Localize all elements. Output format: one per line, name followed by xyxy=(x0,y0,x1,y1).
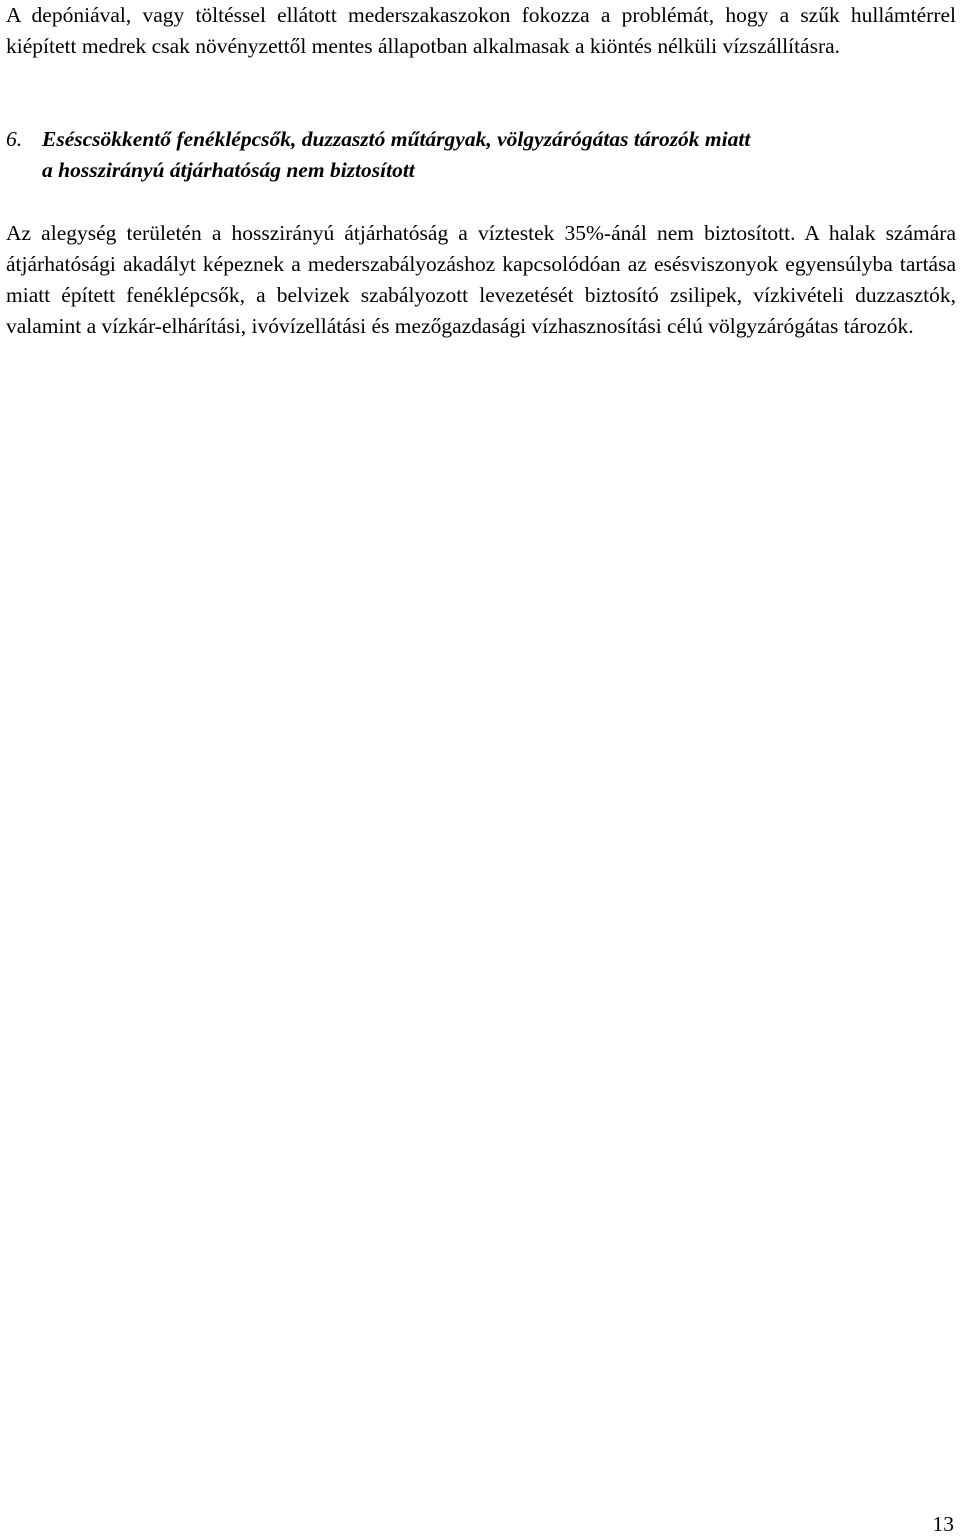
section-title-line-2: a hosszirányú átjárhatóság nem biztosított xyxy=(42,158,415,182)
section-number: 6. xyxy=(6,127,23,151)
section-title-line-1: Eséscsökkentő fenéklépcsők, duzzasztó műtárgyak, völgyzárógátas tározók miatt xyxy=(42,127,751,151)
page-number: 13 xyxy=(932,1512,954,1536)
body-paragraph: Az alegység területén a hosszirányú átjárhatóság a víztestek 35%-ánál nem biztosított. A halak számára átjárhatósági akadályt képeznek a mederszabályozáshoz kapcsolódóan az esésviszonyok egyensúlyba tartása miatt épített fenéklépcsők, a belvizek szabályozott levezetését biztosító zsilipek, vízkivételi duzzasztók, valamint a vízkár-elhárítási, ivóvízellátási és mezőgazdasági vízhasznosítási célú völgyzárógátas tározók. xyxy=(6,221,956,338)
intro-paragraph: A depóniával, vagy töltéssel ellátott mederszakaszokon fokozza a problémát, hogy a szűk hullámtérrel kiépített medrek csak növényzettől mentes állapotban alkalmasak a kiöntés nélküli vízszállításra. xyxy=(6,3,956,58)
section-heading xyxy=(6,124,956,186)
